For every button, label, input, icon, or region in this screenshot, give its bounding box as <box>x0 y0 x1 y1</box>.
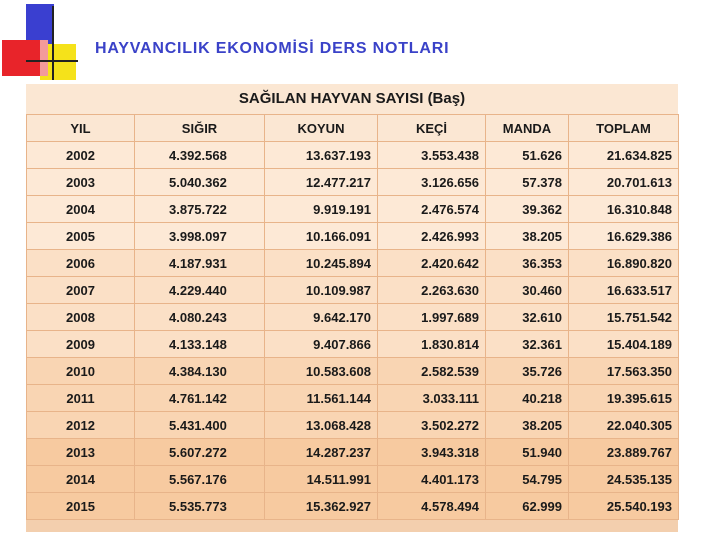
table-row <box>27 250 679 277</box>
total-cell: 15.404.189 <box>569 331 679 358</box>
cattle-cell: 3.998.097 <box>135 223 265 250</box>
cattle-cell: 4.187.931 <box>135 250 265 277</box>
sheep-cell: 9.919.191 <box>265 196 378 223</box>
total-cell: 16.310.848 <box>569 196 679 223</box>
sheep-cell: 13.068.428 <box>265 412 378 439</box>
buffalo-cell: 57.378 <box>486 169 569 196</box>
table-row <box>27 358 679 385</box>
buffalo-cell: 39.362 <box>486 196 569 223</box>
goat-cell: 3.502.272 <box>378 412 486 439</box>
table-row <box>27 277 679 304</box>
logo-pink-overlap <box>40 40 48 76</box>
buffalo-cell: 30.460 <box>486 277 569 304</box>
year-cell: 2006 <box>27 250 135 277</box>
buffalo-cell: 51.940 <box>486 439 569 466</box>
sheep-cell: 9.407.866 <box>265 331 378 358</box>
goat-cell: 2.476.574 <box>378 196 486 223</box>
buffalo-cell: 38.205 <box>486 412 569 439</box>
sheep-cell: 12.477.217 <box>265 169 378 196</box>
total-cell: 25.540.193 <box>569 493 679 520</box>
cattle-cell: 4.133.148 <box>135 331 265 358</box>
header-cell-sheep: KOYUN <box>265 115 378 142</box>
cattle-cell: 5.040.362 <box>135 169 265 196</box>
table-row <box>27 331 679 358</box>
goat-cell: 3.033.111 <box>378 385 486 412</box>
goat-cell: 1.830.814 <box>378 331 486 358</box>
year-cell: 2005 <box>27 223 135 250</box>
header-cell-cattle: SIĞIR <box>135 115 265 142</box>
year-cell: 2014 <box>27 466 135 493</box>
table-row <box>27 304 679 331</box>
cattle-cell: 4.384.130 <box>135 358 265 385</box>
goat-cell: 1.997.689 <box>378 304 486 331</box>
cattle-cell: 4.229.440 <box>135 277 265 304</box>
buffalo-cell: 51.626 <box>486 142 569 169</box>
sheep-cell: 10.109.987 <box>265 277 378 304</box>
logo-vertical-line <box>52 6 54 80</box>
cattle-cell: 4.080.243 <box>135 304 265 331</box>
total-cell: 16.890.820 <box>569 250 679 277</box>
table-row <box>27 439 679 466</box>
sheep-cell: 10.583.608 <box>265 358 378 385</box>
total-cell: 16.633.517 <box>569 277 679 304</box>
header-cell-buffalo: MANDA <box>486 115 569 142</box>
table-row <box>27 466 679 493</box>
sheep-cell: 15.362.927 <box>265 493 378 520</box>
total-cell: 21.634.825 <box>569 142 679 169</box>
year-cell: 2008 <box>27 304 135 331</box>
slide-title: HAYVANCILIK EKONOMİSİ DERS NOTLARI <box>95 40 450 57</box>
year-cell: 2012 <box>27 412 135 439</box>
table-row <box>27 385 679 412</box>
buffalo-cell: 38.205 <box>486 223 569 250</box>
table-row <box>27 142 679 169</box>
sheep-cell: 14.511.991 <box>265 466 378 493</box>
buffalo-cell: 54.795 <box>486 466 569 493</box>
cattle-cell: 5.607.272 <box>135 439 265 466</box>
total-cell: 23.889.767 <box>569 439 679 466</box>
buffalo-cell: 40.218 <box>486 385 569 412</box>
goat-cell: 3.553.438 <box>378 142 486 169</box>
total-cell: 15.751.542 <box>569 304 679 331</box>
buffalo-cell: 62.999 <box>486 493 569 520</box>
year-cell: 2002 <box>27 142 135 169</box>
cattle-cell: 4.761.142 <box>135 385 265 412</box>
buffalo-cell: 36.353 <box>486 250 569 277</box>
sheep-cell: 11.561.144 <box>265 385 378 412</box>
goat-cell: 4.401.173 <box>378 466 486 493</box>
year-cell: 2011 <box>27 385 135 412</box>
header-cell-goat: KEÇİ <box>378 115 486 142</box>
table-header-row <box>27 115 679 142</box>
goat-cell: 2.263.630 <box>378 277 486 304</box>
header-cell-year: YIL <box>27 115 135 142</box>
buffalo-cell: 35.726 <box>486 358 569 385</box>
year-cell: 2003 <box>27 169 135 196</box>
year-cell: 2010 <box>27 358 135 385</box>
sheep-cell: 9.642.170 <box>265 304 378 331</box>
cattle-cell: 5.431.400 <box>135 412 265 439</box>
year-cell: 2004 <box>27 196 135 223</box>
table-caption: SAĞILAN HAYVAN SAYISI (Baş) <box>26 84 678 114</box>
sheep-cell: 10.166.091 <box>265 223 378 250</box>
goat-cell: 2.426.993 <box>378 223 486 250</box>
table-row <box>27 412 679 439</box>
cattle-cell: 5.567.176 <box>135 466 265 493</box>
year-cell: 2009 <box>27 331 135 358</box>
goat-cell: 4.578.494 <box>378 493 486 520</box>
sheep-cell: 10.245.894 <box>265 250 378 277</box>
table-row <box>27 493 679 520</box>
total-cell: 16.629.386 <box>569 223 679 250</box>
table-row <box>27 169 679 196</box>
table-body <box>27 142 679 520</box>
buffalo-cell: 32.361 <box>486 331 569 358</box>
total-cell: 17.563.350 <box>569 358 679 385</box>
goat-cell: 3.126.656 <box>378 169 486 196</box>
cattle-cell: 4.392.568 <box>135 142 265 169</box>
cattle-cell: 3.875.722 <box>135 196 265 223</box>
goat-cell: 2.420.642 <box>378 250 486 277</box>
sheep-cell: 13.637.193 <box>265 142 378 169</box>
total-cell: 24.535.135 <box>569 466 679 493</box>
table-row <box>27 223 679 250</box>
header-cell-total: TOPLAM <box>569 115 679 142</box>
goat-cell: 2.582.539 <box>378 358 486 385</box>
year-cell: 2007 <box>27 277 135 304</box>
table-row <box>27 196 679 223</box>
goat-cell: 3.943.318 <box>378 439 486 466</box>
milked-animals-table <box>26 114 679 520</box>
cattle-cell: 5.535.773 <box>135 493 265 520</box>
data-table-container <box>26 84 678 532</box>
total-cell: 20.701.613 <box>569 169 679 196</box>
year-cell: 2013 <box>27 439 135 466</box>
year-cell: 2015 <box>27 493 135 520</box>
sheep-cell: 14.287.237 <box>265 439 378 466</box>
total-cell: 22.040.305 <box>569 412 679 439</box>
total-cell: 19.395.615 <box>569 385 679 412</box>
buffalo-cell: 32.610 <box>486 304 569 331</box>
logo-horizontal-line <box>26 60 78 62</box>
